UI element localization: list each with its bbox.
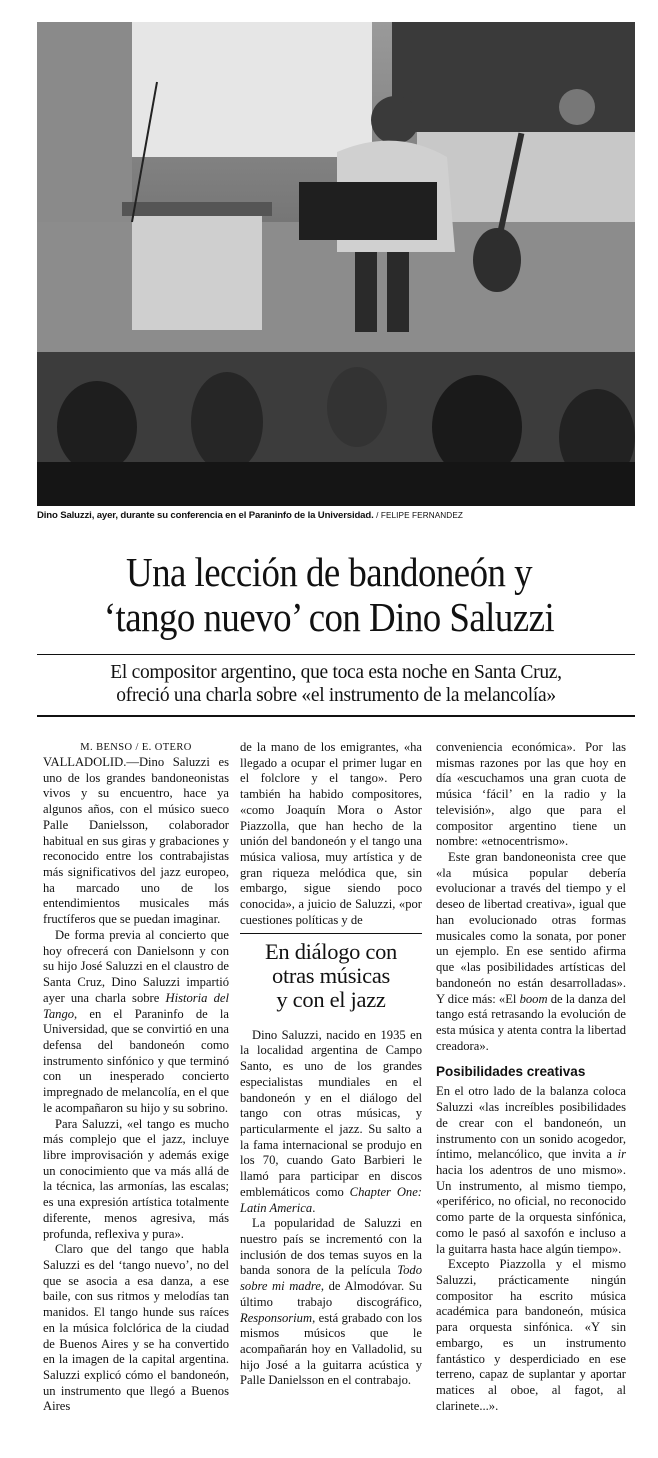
photo-illustration (37, 22, 635, 506)
divider (37, 654, 635, 655)
paragraph: De forma previa al concierto que hoy ofrecerá con Danielsonn y con su hijo José Saluzzi en el claustro de Santa Cruz, Dino Saluzzi impartió ayer una charla sobre Historia del Tango, en el Paraninfo de la Universidad, que se convirtió en una defensa del bandoneón como instrumento sinfónico y que terminó con un inesperado concierto impregnado de melancolía, en el que le acompañaron su hijo y su sobrino. (43, 927, 230, 1115)
sub-headline-line: otras músicas (272, 962, 390, 988)
paragraph: de la mano de los emigrantes, «ha llegado a ocupar el primer lugar en el folclore y el tango». Pero también ha habido compositores, «como Joaquín Mora o Astor Piazzolla, que han hecho de la unión del bandoneón y el tango una música valiosa, muy artística y de gran riqueza melódica que, sin embargo, sigue siendo poco conocida», a juicio de Saluzzi, «por cuestiones políticas y de (240, 740, 422, 927)
sub-headline-line: y con el jazz (276, 986, 386, 1012)
paragraph: Claro que del tango que habla Saluzzi es del ‘tango nuevo’, no del que se asocia a esa danza, a ese baile, con sus ritmos y melodías tan manidos. El tango hunde sus raíces en la música folclórica de la ciudad de Buenos Aires y se ha convertido en la imagen de la capital argentina. Saluzzi explicó cómo el bandoneón, un instrumento que llegó a Buenos Aires (43, 1242, 229, 1414)
article-column-1 (43, 740, 229, 1415)
subtitle-line-1: El compositor argentino, que toca esta noche en Santa Cruz, (110, 662, 562, 683)
subtitle (37, 661, 635, 707)
paragraph: conveniencia económica». Por las mismas razones por las que hoy en día «escuchamos una gran cuota de música ‘fácil’ en la radio y la televisión», algo que para el compositor argentino tiene un nombre: «etnocentrismo». (436, 740, 626, 849)
paragraph: Excepto Piazzolla y el mismo Saluzzi, prácticamente ningún compositor ha escrito música académica para bandoneón, música para orquesta sinfónica. «Y sin embargo, es un instrumento fantástico y desperdiciado en ese terreno, capaz de suplantar y aportar matices al oboe, al fagot, al clarinete...». (436, 1257, 626, 1413)
byline: M. BENSO / E. OTERO (80, 742, 192, 753)
paragraph: VALLADOLID.—Dino Saluzzi es uno de los grandes bandoneonistas vivos y su encuentro, hace ya algunos años, con el músico sueco Palle Danielsson, colaborador habitual en sus giras y grabaciones y reconocido entre los contrabajistas más significativos del jazz europeo, ha marcado uno de los entendimientos musicales más fructíferos que se puedan imaginar. (43, 755, 229, 927)
headline-line-2: ‘tango nuevo’ con Dino Saluzzi (103, 594, 555, 640)
paragraph: La popularidad de Saluzzi en nuestro país se incrementó con la inclusión de dos temas suyos en la banda sonora de la película Todo sobre mi madre, de Almodóvar. Su último trabajo discográfico, Responsorium, está grabado con los mismos músicos que le acompañarán hoy en Valladolid, su hijo José a la guitarra acústica y Palle Danielsson en el contrabajo. (240, 1216, 423, 1388)
section-subhead: Posibilidades creativas (436, 1064, 586, 1080)
headline-line-1: Una lección de bandoneón y (125, 549, 533, 595)
divider (37, 715, 635, 717)
paragraph: En el otro lado de la balanza coloca Saluzzi «las increíbles posibilidades de crear con el bandoneón, un instrumento con un sonido acogedor, íntimo, melancólico, que invita a ir hacia los adentros de uno mismo». Un instrumento, al mismo tiempo, «periférico, no oficial, no reconocido como parte de la orquesta sinfónica, como le pasó al saxofón e incluso a la guitarra hasta hace algún tiempo». (436, 1084, 626, 1256)
paragraph: Para Saluzzi, «el tango es mucho más complejo que el jazz, incluye libre improvisación y además exige un conocimiento que va más allá de la técnica, las armonías, las escalas; es una expresión artística totalmente diferente, menos agresiva, más profunda, reflexiva y pura». (43, 1116, 229, 1241)
caption-text: Dino Saluzzi, ayer, durante su conferencia en el Paraninfo de la Universidad. (37, 510, 374, 521)
article-column-3 (436, 740, 626, 1414)
photo-caption (37, 510, 637, 521)
divider (240, 933, 422, 934)
paragraph: Dino Saluzzi, nacido en 1935 en la localidad argentina de Campo Santo, es uno de los grandes especialistas mundiales en el bandoneón y en el diálogo del tango con otras músicas, y particularmente el jazz. Su salto a la fama internacional se produjo en los 70, cuando Gato Barbieri le llamó para participar en discos emblemáticos como Chapter One: Latin America. (240, 1027, 422, 1215)
article-column-2 (240, 740, 422, 1389)
news-photo (37, 22, 635, 506)
sub-headline-line: En diálogo con (264, 938, 398, 964)
subtitle-line-2: ofreció una charla sobre «el instrumento de la melancolía» (116, 685, 556, 706)
sub-headline (240, 940, 422, 1012)
paragraph: Este gran bandoneonista cree que «la música popular debería evolucionar a través del tiempo y el deseo de libertad creativa», igual que han evolucionado otras formas musicales como la sonata, por poner un ejemplo. En ese sentido afirma que «las posibilidades artísticas del bandoneón no están desarrolladas». Y dice más: «El boom de la danza del tango está retrasando la evolución de esta música y atenta contra la libertad creadora». (436, 850, 626, 1053)
photo-credit: / FELIPE FERNANDEZ (376, 511, 463, 520)
headline (51, 550, 607, 640)
